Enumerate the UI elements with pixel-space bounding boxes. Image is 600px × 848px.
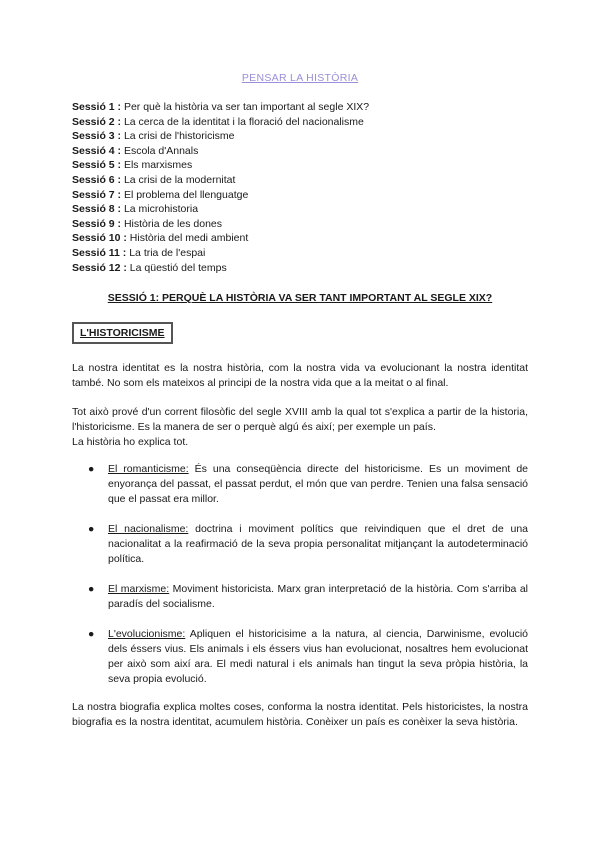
session-item <box>72 202 369 217</box>
bullet-term: L'evolucionisme: <box>108 628 186 640</box>
bullet-list <box>72 462 528 702</box>
session-label: Sessió 6 : <box>72 173 122 186</box>
session-text: La crisi de l'historicisme <box>123 130 235 143</box>
session-text: El problema del llenguatge <box>123 188 249 201</box>
session-list <box>72 100 369 275</box>
session-text: Per què la història va ser tan important al segle XIX? <box>123 101 370 113</box>
session-label: Sessió 12 : <box>72 261 127 274</box>
session-item <box>72 173 369 188</box>
session-item <box>72 100 369 115</box>
paragraph-historicism-end: La història ho explica tot. <box>72 436 189 448</box>
session-label: Sessió 11 : <box>72 246 127 259</box>
bullet-term: El nacionalisme: <box>108 523 189 535</box>
session-text: Escola d'Annals <box>123 144 199 157</box>
session-text: La tria de l'espai <box>129 246 206 259</box>
session-item <box>72 246 369 261</box>
session-text: Història de les dones <box>123 217 223 230</box>
session-item <box>72 261 369 276</box>
session-item <box>72 115 369 130</box>
subsection-heading: L'HISTORICISME <box>72 322 173 344</box>
bullet-text: És una conseqüència directe del historicisme. Es un moviment de enyorança del passat, el passat perdut, el món que van perdre. Tenien una falsa sensació que el passat era millor. <box>108 463 528 505</box>
bullet-text: Moviment historicista. Marx gran interpretació de la història. Com s'arriba al paradís del socialisme. <box>108 583 528 610</box>
paragraph-identity: La nostra identitat es la nostra història, com la nostra vida va evolucionant la nostra identitat també. No som els mateixos al principi de la nostra vida que a la meitat o al final. <box>72 362 528 389</box>
session-label: Sessió 10 : <box>72 232 127 245</box>
bullet-item <box>72 627 528 687</box>
bullet-icon: ● <box>88 463 95 475</box>
session-item <box>72 158 369 173</box>
bullet-term: El marxisme: <box>108 583 170 595</box>
section-heading: SESSIÓ 1: PERQUÈ LA HISTÒRIA VA SER TANT IMPORTANT AL SEGLE XIX? <box>107 292 493 304</box>
session-label: Sessió 9 : <box>72 217 122 230</box>
session-text: La microhistoria <box>123 203 199 216</box>
session-item <box>72 129 369 144</box>
document-title: PENSAR LA HISTÒRIA <box>241 72 359 84</box>
session-text: Història del medi ambient <box>129 232 249 245</box>
bullet-icon: ● <box>88 523 95 535</box>
session-label: Sessió 7 : <box>72 188 122 201</box>
bullet-text: doctrina i moviment polítics que reivindiquen que el dret de una nacionalitat a la reafirmació de la seva propia personalitat mitjançant la autodeterminació política. <box>108 523 529 565</box>
bullet-item <box>72 462 528 507</box>
session-label: Sessió 2 : <box>72 115 122 128</box>
session-item <box>72 144 369 159</box>
bullet-icon: ● <box>88 628 95 640</box>
session-label: Sessió 1 : <box>72 101 122 113</box>
paragraph-historicism-text: Tot això prové d'un corrent filosòfic del segle XVIII amb la qual tot s'explica a partir de la historia, l'historicisme. Es la manera de ser o perquè algú és així; per exemple un país. <box>72 406 528 433</box>
paragraph-historicism <box>72 405 528 450</box>
session-label: Sessió 4 : <box>72 144 122 157</box>
session-label: Sessió 3 : <box>72 130 122 143</box>
session-label: Sessió 5 : <box>72 159 122 172</box>
bullet-item <box>72 522 528 567</box>
session-item <box>72 188 369 203</box>
bullet-term: El romanticisme: <box>108 463 189 475</box>
session-item <box>72 217 369 232</box>
bullet-item <box>72 582 528 612</box>
session-text: La crisi de la modernitat <box>123 173 236 186</box>
session-label: Sessió 8 : <box>72 203 122 216</box>
session-item <box>72 231 369 246</box>
paragraph-biography: La nostra biografia explica moltes coses, conforma la nostra identitat. Pels historicistes, la nostra biografia es la nostra identitat, acumulem història. Conèixer un país es conèixer la seva història. <box>72 701 528 728</box>
session-text: La qüestió del temps <box>129 261 227 274</box>
session-text: La cerca de la identitat i la floració del nacionalisme <box>123 115 364 128</box>
bullet-icon: ● <box>88 583 95 595</box>
bullet-text: Apliquen el historicisime a la natura, al ciencia, Darwinisme, evolució dels éssers vius. Els animals i els éssers vius han evolucionat, nosaltres hem evolucionat per això som així ara. El medi natural i els animals han tingut la seva pròpia història, la seva propia evolució. <box>108 628 528 685</box>
session-text: Els marxismes <box>123 159 193 172</box>
